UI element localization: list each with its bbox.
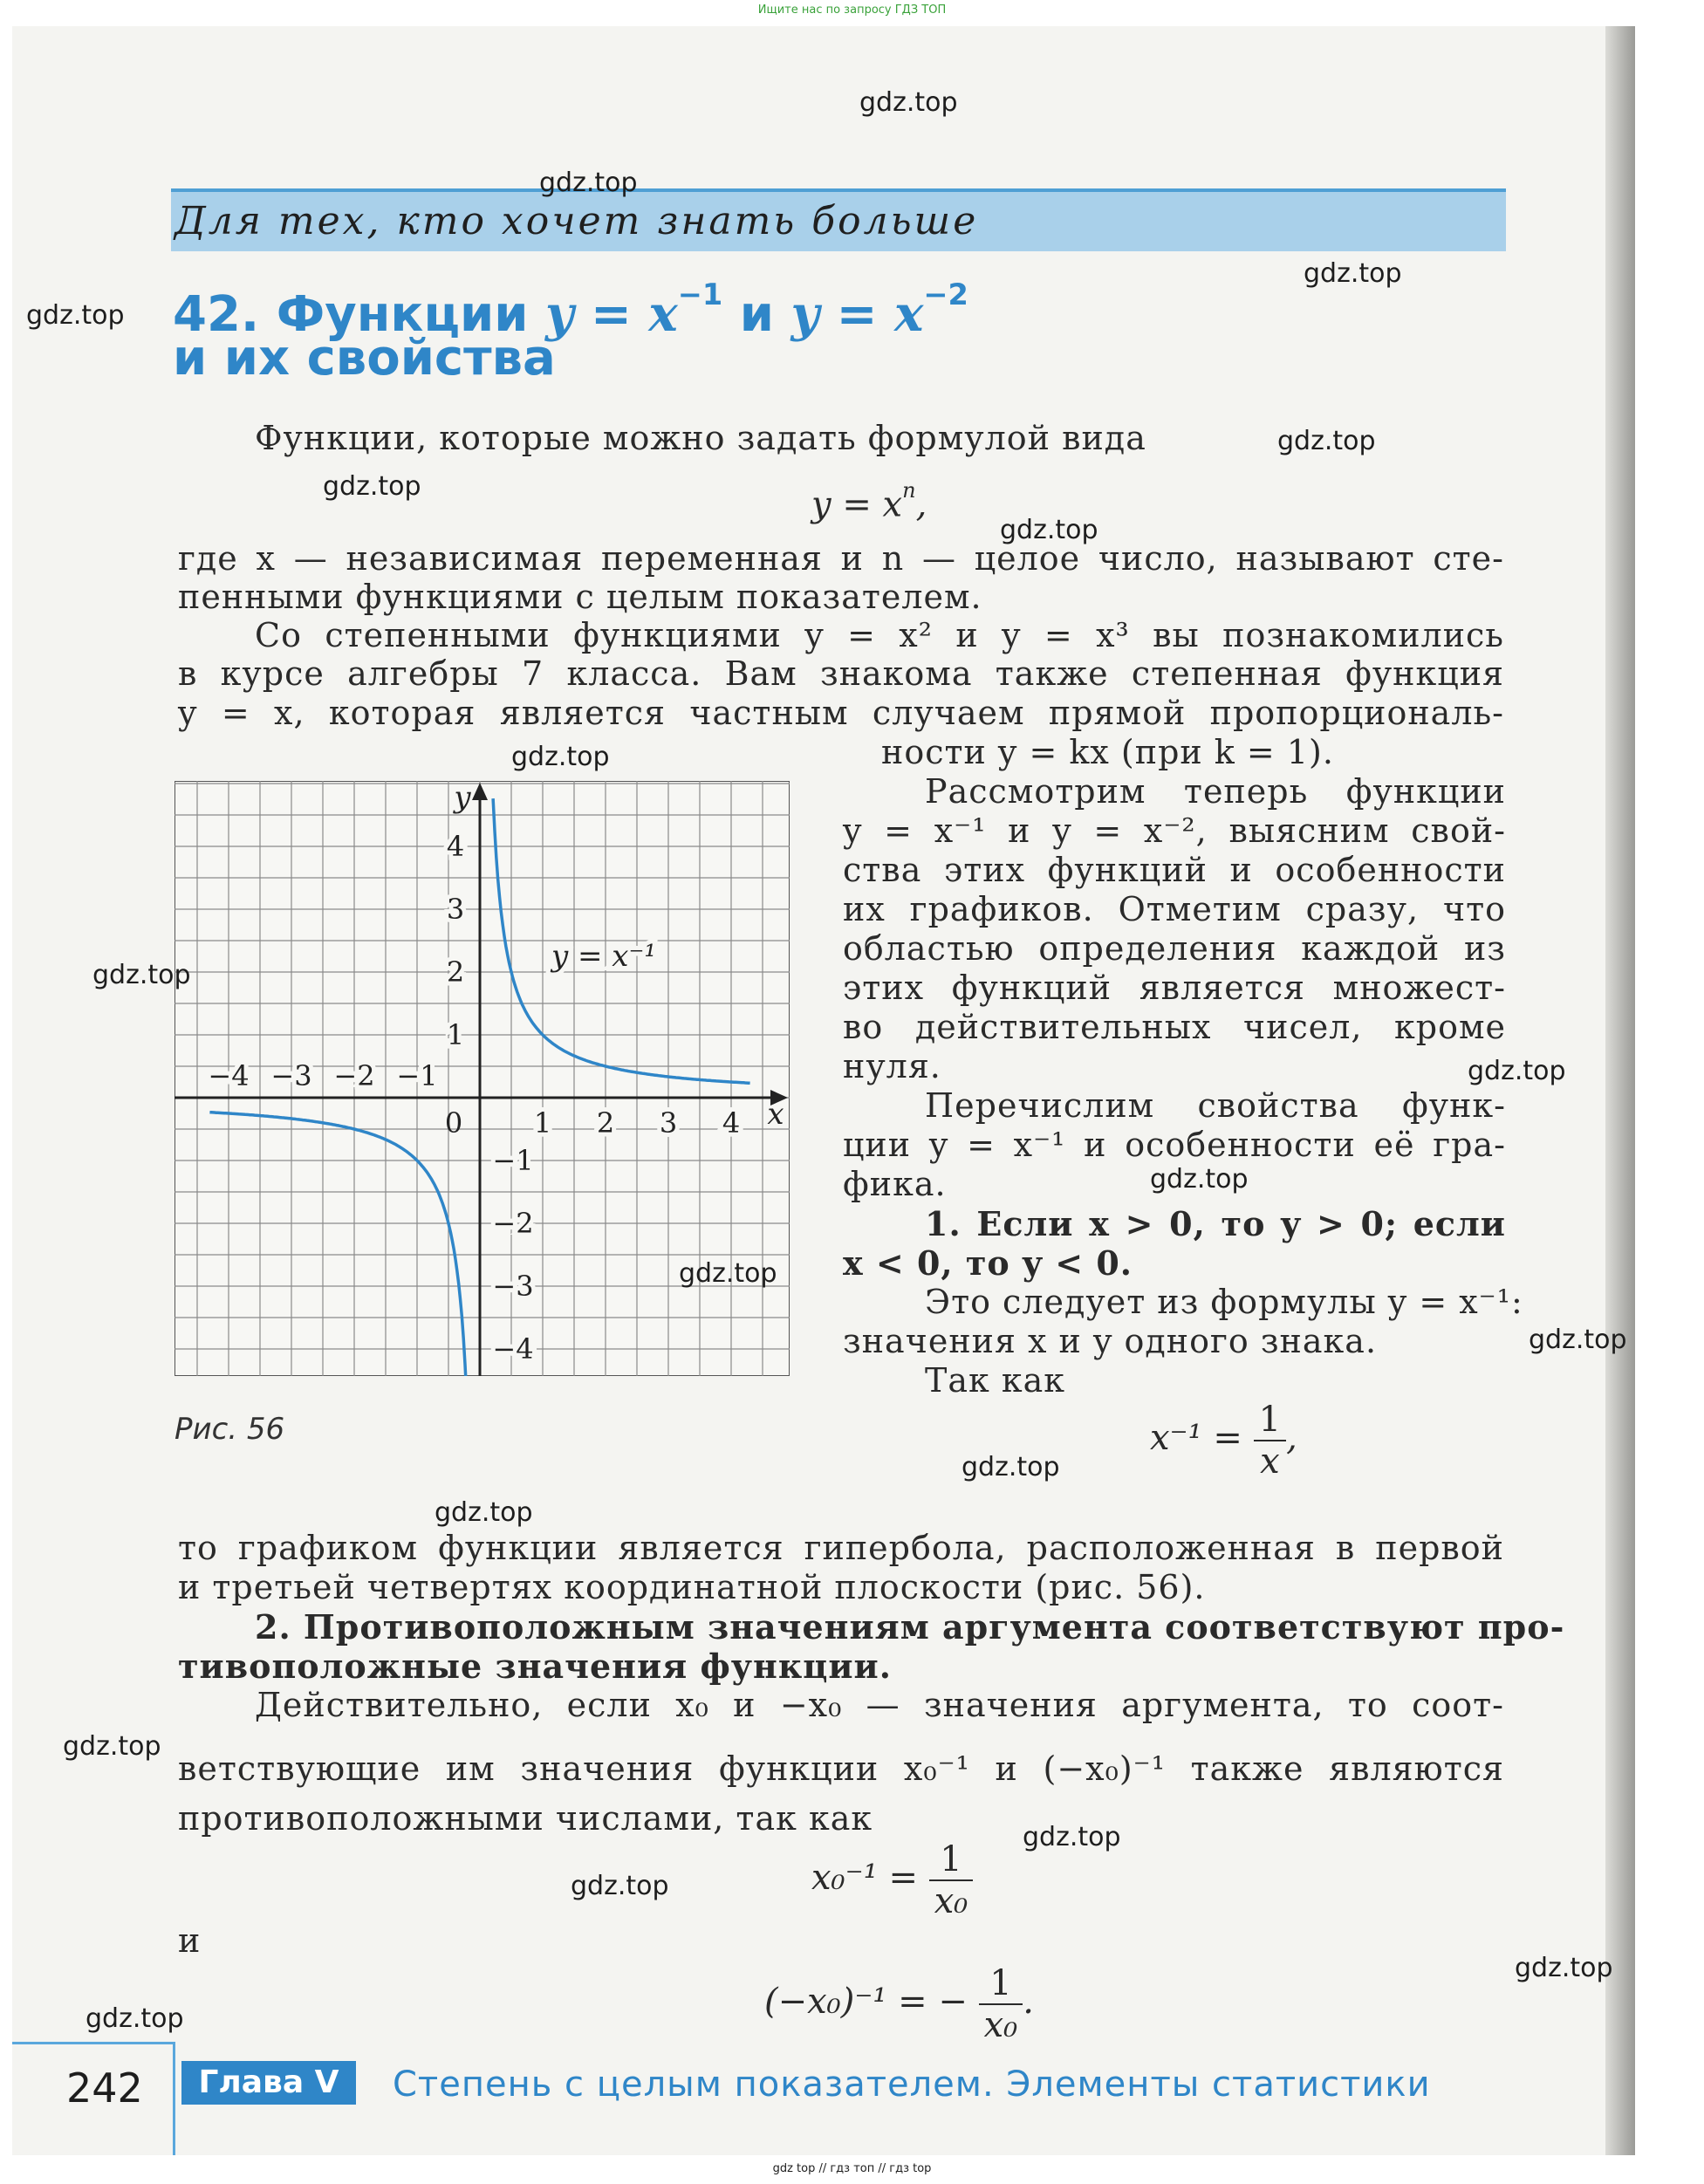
watermark-5: gdz.top — [1277, 426, 1376, 456]
watermark-3: gdz.top — [1304, 258, 1402, 289]
heading-x1: x — [648, 285, 678, 344]
text-r14: Так как — [925, 1361, 1065, 1400]
watermark-7: gdz.top — [1000, 515, 1098, 545]
y-tick-label: 3 — [446, 893, 465, 926]
text-p5b: ветствующие им значения функции x₀⁻¹ и (−x₀)⁻¹ также являются — [178, 1749, 1504, 1788]
watermark-12: gdz.top — [679, 1258, 777, 1289]
formula-neg-x0-lhs: (−x₀)⁻¹ = − — [764, 1982, 968, 2022]
watermark-15: gdz.top — [435, 1497, 533, 1528]
bottom-note: gdz top // гдз топ // гдз top — [772, 2162, 932, 2175]
top-note: Ищите нас по запросу ГДЗ ТОП — [757, 3, 947, 17]
heading-y2: y — [790, 285, 820, 344]
chapter-badge: Глава V — [181, 2061, 356, 2105]
formula-x0-num: 1 — [929, 1839, 974, 1881]
x-tick-label: −2 — [333, 1059, 375, 1092]
footer-divider — [173, 2042, 175, 2155]
watermark-17: gdz.top — [1023, 1822, 1121, 1852]
formula-x0 — [811, 1839, 973, 1921]
heading-exp1: −1 — [677, 277, 723, 312]
heading-word: Функции — [276, 286, 529, 344]
text-p5a: Действительно, если x₀ и −x₀ — значения аргумента, то соот- — [255, 1686, 1504, 1724]
book-spine — [1605, 26, 1635, 2155]
text-r12: Это следует из формулы y = x⁻¹: — [925, 1283, 1523, 1321]
y-tick-label: 4 — [446, 830, 465, 863]
y-tick-label: −1 — [492, 1144, 534, 1177]
text-r6: этих функций является множест- — [843, 969, 1506, 1007]
text-r7: во действительных чисел, кроме — [843, 1008, 1506, 1046]
x-tick-label: −1 — [396, 1059, 438, 1092]
text-r8: нуля. — [843, 1047, 941, 1085]
text-and: и — [178, 1921, 202, 1960]
y-tick-label: −2 — [492, 1207, 534, 1240]
text-r1: Рассмотрим теперь функции — [925, 772, 1506, 811]
chapter-title: Степень с целым показателем. Элементы статистики — [393, 2064, 1431, 2105]
footer-rule — [12, 2042, 175, 2044]
x-tick-label: −4 — [208, 1059, 250, 1092]
x-tick-label: 3 — [659, 1106, 678, 1140]
page-number: 242 — [66, 2064, 143, 2112]
watermark-4: gdz.top — [26, 300, 125, 331]
text-p2b: пенными функциями с целым показателем. — [178, 578, 982, 616]
text-b2: x < 0, то y < 0. — [843, 1243, 1133, 1283]
watermark-14: gdz.top — [961, 1452, 1060, 1482]
formula-reciprocal — [1150, 1400, 1297, 1482]
text-p3c: y = x, которая является частным случаем прямой пропорциональ- — [178, 694, 1504, 732]
x-axis-label: x — [767, 1097, 784, 1132]
x-tick-label: −3 — [270, 1059, 312, 1092]
heading-eq2: = — [836, 286, 878, 344]
formula-reciprocal-lhs: x⁻¹ = — [1150, 1418, 1242, 1458]
x-tick-label: 4 — [722, 1106, 741, 1140]
watermark-19: gdz.top — [1515, 1953, 1613, 1983]
text-r5: областью определения каждой из — [843, 929, 1506, 968]
text-p3a: Со степенными функциями y = x² и y = x³ вы познакомились — [255, 616, 1504, 654]
text-p4a: то графиком функции является гипербола, расположенная в первой — [178, 1529, 1504, 1567]
y-tick-label: 1 — [446, 1018, 465, 1051]
formula-power-exp: n — [902, 478, 916, 503]
formula-neg-x0-dot: . — [1023, 1982, 1034, 2022]
watermark-16: gdz.top — [63, 1731, 161, 1762]
y-axis-label: y — [454, 781, 471, 815]
y-tick-label: −4 — [492, 1332, 534, 1366]
text-b3a: 2. Противоположным значениям аргумента соответствуют про- — [255, 1607, 1565, 1647]
formula-reciprocal-den: x — [1260, 1441, 1280, 1482]
watermark-20: gdz.top — [86, 2003, 184, 2034]
formula-reciprocal-num: 1 — [1254, 1400, 1286, 1441]
text-p2a: где x — независимая переменная и n — целое число, называют сте- — [178, 539, 1504, 578]
heading-and: и — [739, 286, 775, 344]
watermark-8: gdz.top — [511, 742, 610, 772]
text-b1: 1. Если x > 0, то y > 0; если — [925, 1204, 1506, 1243]
heading-x2: x — [894, 285, 924, 344]
text-r2: y = x⁻¹ и y = x⁻², выясним свой- — [843, 811, 1506, 850]
formula-neg-x0 — [764, 1963, 1034, 2045]
origin-label: 0 — [444, 1106, 463, 1140]
y-tick-label: 2 — [446, 955, 465, 989]
text-r10: ции y = x⁻¹ и особенности её гра- — [843, 1126, 1506, 1164]
formula-x0-den: x₀ — [934, 1881, 968, 1921]
y-tick-label: −3 — [492, 1270, 534, 1303]
rubric-title: Для тех, кто хочет знать больше — [175, 199, 979, 243]
x-tick-label: 2 — [596, 1106, 615, 1140]
watermark-13: gdz.top — [1529, 1325, 1627, 1355]
watermark-18: gdz.top — [571, 1871, 669, 1901]
formula-reciprocal-comma: , — [1286, 1418, 1297, 1458]
text-r4: их графиков. Отметим сразу, что — [843, 890, 1506, 928]
text-p3b: в курсе алгебры 7 класса. Вам знакома также степенная функция — [178, 654, 1504, 693]
formula-power-base: y = x — [811, 484, 903, 525]
section-number: 42. — [173, 286, 260, 344]
formula-power-comma: , — [915, 484, 927, 525]
formula-power — [811, 478, 927, 525]
watermark-10: gdz.top — [1468, 1056, 1566, 1086]
text-r11: фика. — [843, 1165, 947, 1203]
formula-x0-frac — [929, 1839, 974, 1921]
x-tick-label: 1 — [533, 1106, 552, 1140]
heading-eq1: = — [590, 286, 632, 344]
heading-exp2: −2 — [923, 277, 968, 312]
formula-x0-lhs: x₀⁻¹ = — [811, 1858, 918, 1898]
text-r3: ства этих функций и особенности — [843, 851, 1506, 889]
section-heading-line2: и их свойства — [173, 330, 556, 387]
formula-neg-x0-den: x₀ — [983, 2005, 1018, 2045]
formula-neg-x0-num: 1 — [979, 1963, 1023, 2005]
text-p3d: ности y = kx (при k = 1). — [881, 733, 1334, 771]
rubric-band — [171, 188, 1506, 251]
text-r9: Перечислим свойства функ- — [925, 1086, 1506, 1125]
watermark-1: gdz.top — [859, 87, 958, 118]
formula-reciprocal-frac — [1254, 1400, 1286, 1482]
heading-y1: y — [544, 285, 574, 344]
watermark-11: gdz.top — [1150, 1164, 1249, 1195]
text-p4b: и третьей четвертях координатной плоскости (рис. 56). — [178, 1568, 1206, 1606]
text-p1: Функции, которые можно задать формулой вида — [255, 419, 1146, 457]
text-p5c: противоположными числами, так как — [178, 1799, 873, 1838]
text-r13: значения x и y одного знака. — [843, 1322, 1378, 1360]
text-b3b: тивоположные значения функции. — [178, 1647, 892, 1686]
watermark-6: gdz.top — [323, 471, 421, 502]
curve-label: y = x⁻¹ — [551, 938, 657, 974]
formula-neg-x0-frac — [979, 1963, 1023, 2045]
watermark-9: gdz.top — [92, 960, 191, 990]
watermark-2: gdz.top — [539, 168, 638, 198]
figure-caption: Рис. 56 — [175, 1412, 285, 1447]
